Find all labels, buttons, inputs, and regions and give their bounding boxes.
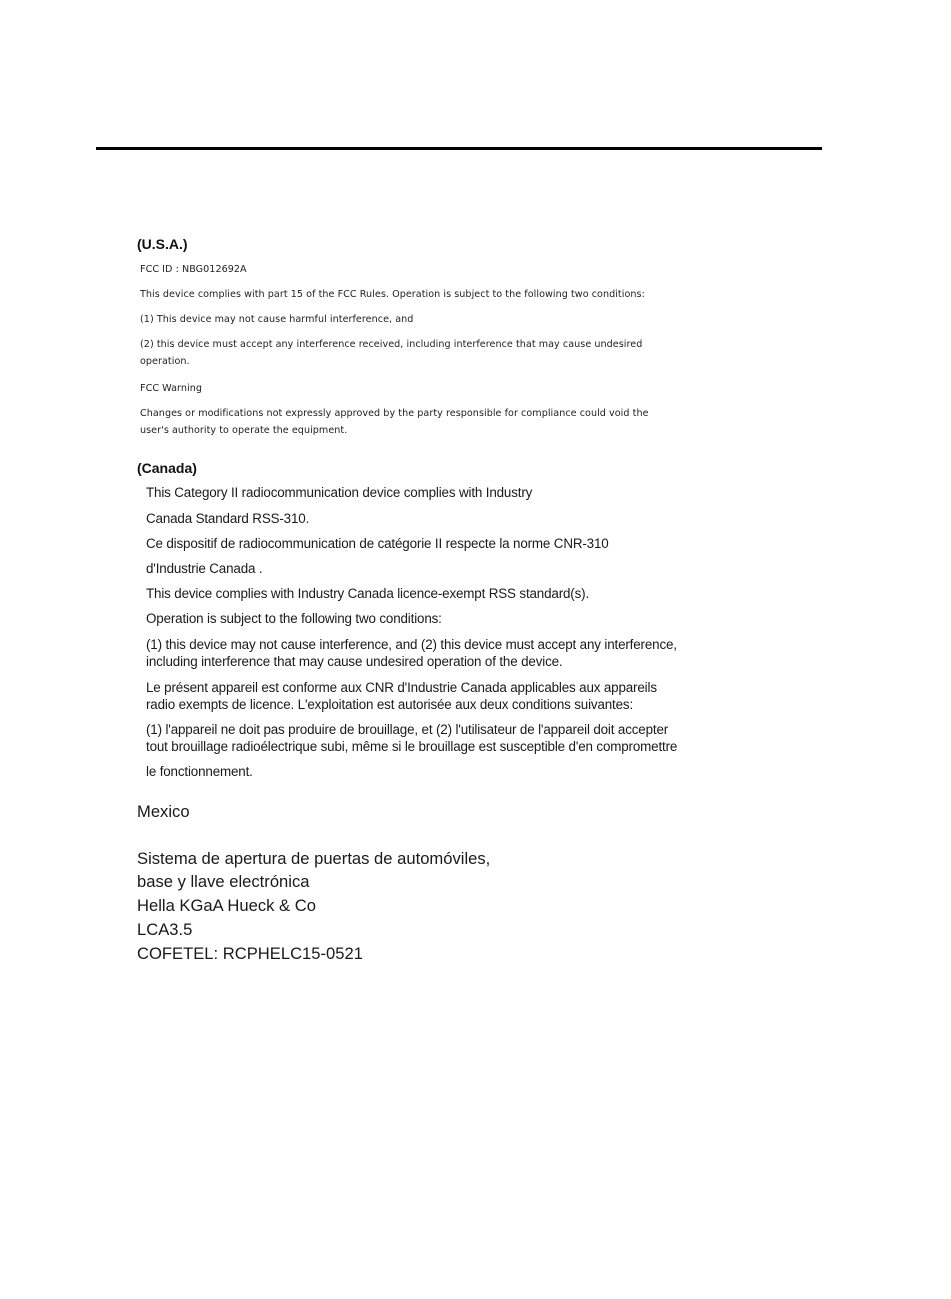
canada-line: le fonctionnement. [146,764,253,779]
fcc-warning-line-1: Changes or modifications not expressly approved by the party responsible for compliance could void the [140,408,649,419]
fcc-condition-2-line-1: (2) this device must accept any interference received, including interference that may cause undesired [140,339,643,350]
canada-line: d'Industrie Canada . [146,561,263,576]
mexico-line: LCA3.5 [137,920,193,939]
canada-line: radio exempts de licence. L'exploitation est autorisée aux deux conditions suivantes: [146,697,634,712]
canada-line: Canada Standard RSS-310. [146,511,310,526]
mexico-line: COFETEL: RCPHELC15-0521 [137,944,363,963]
fcc-condition-1: (1) This device may not cause harmful interference, and [140,314,414,325]
canada-line: This device complies with Industry Canada licence-exempt RSS standard(s). [146,586,590,601]
usa-heading: (U.S.A.) [137,236,188,252]
mexico-line: base y llave electrónica [137,872,310,891]
canada-line: tout brouillage radioélectrique subi, même si le brouillage est susceptible d'en compromettre [146,739,678,754]
canada-line: Ce dispositif de radiocommunication de catégorie II respecte la norme CNR-310 [146,536,609,551]
fcc-compliance-text: This device complies with part 15 of the FCC Rules. Operation is subject to the following two conditions: [140,289,645,300]
canada-line: (1) this device may not cause interference, and (2) this device must accept any interference, [146,637,677,652]
fcc-warning-line-2: user's authority to operate the equipment. [140,425,348,436]
canada-line: Operation is subject to the following two conditions: [146,611,442,626]
header-divider-rule [96,147,822,150]
canada-line: (1) l'appareil ne doit pas produire de brouillage, et (2) l'utilisateur de l'appareil doit accepter [146,722,669,737]
fcc-id-text: FCC ID : NBG012692A [140,264,247,275]
canada-line: Le présent appareil est conforme aux CNR d'Industrie Canada applicables aux appareils [146,680,657,695]
canada-heading: (Canada) [137,460,197,476]
mexico-line: Sistema de apertura de puertas de automóviles, [137,849,491,868]
fcc-warning-title: FCC Warning [140,383,202,394]
mexico-line: Hella KGaA Hueck & Co [137,896,316,915]
canada-line: including interference that may cause undesired operation of the device. [146,654,563,669]
canada-line: This Category II radiocommunication device complies with Industry [146,485,533,500]
mexico-heading: Mexico [137,802,190,821]
fcc-condition-2-line-2: operation. [140,356,190,367]
